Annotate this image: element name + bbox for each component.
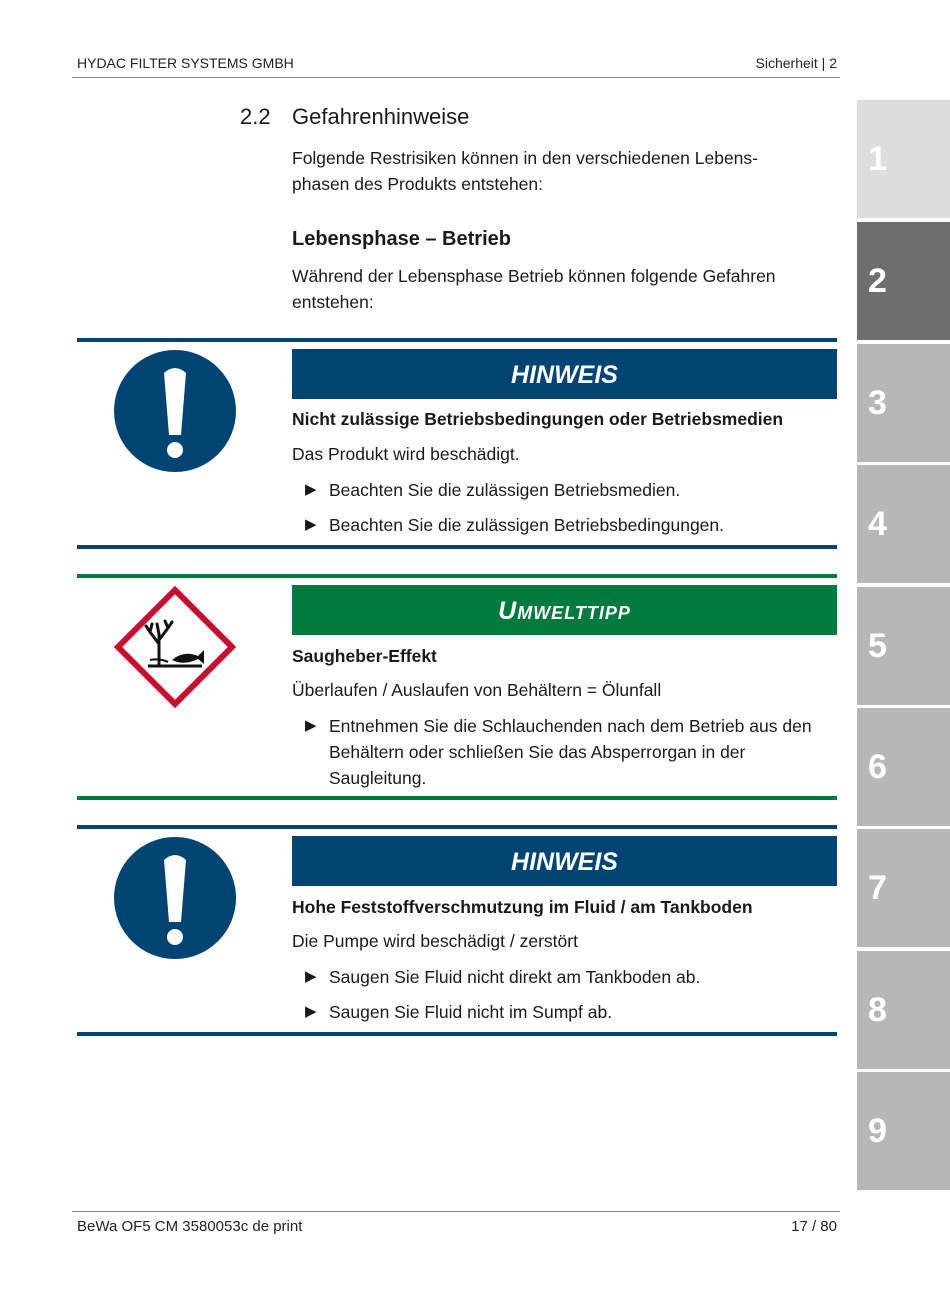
exclamation-icon <box>113 349 237 473</box>
chapter-tab-1[interactable]: 1 <box>857 100 950 218</box>
footer-rule <box>72 1211 840 1212</box>
notice-top-rule <box>77 825 837 829</box>
chapter-tab-9[interactable]: 9 <box>857 1072 950 1190</box>
chapter-tab-4[interactable]: 4 <box>857 465 950 583</box>
notice-bottom-rule <box>77 545 837 549</box>
bullet-arrow-icon: ▶ <box>305 717 317 734</box>
notice-text: Die Pumpe wird beschädigt / zerstört <box>292 931 578 951</box>
footer-page: 17 / 80 <box>791 1218 837 1235</box>
notice-banner-hinweis: HINWEIS <box>292 349 837 399</box>
notice-bullet: ▶ Saugen Sie Fluid nicht direkt am Tankboden ab. <box>305 964 840 990</box>
header-section: Sicherheit | 2 <box>755 55 837 71</box>
notice-top-rule <box>77 574 837 578</box>
header-company: HYDAC FILTER SYSTEMS GMBH <box>77 55 294 71</box>
header-rule <box>72 77 840 78</box>
chapter-tab-5[interactable]: 5 <box>857 587 950 705</box>
section-number: 2.2 <box>240 104 271 129</box>
notice-bullet: ▶ Beachten Sie die zulässigen Betriebsmedien. <box>305 477 840 503</box>
chapter-tab-6[interactable]: 6 <box>857 708 950 826</box>
notice-title: Nicht zulässige Betriebsbedingungen oder Betriebsmedien <box>292 409 784 429</box>
notice-banner-hinweis: HINWEIS <box>292 836 837 886</box>
exclamation-icon <box>113 836 237 960</box>
chapter-tab-7[interactable]: 7 <box>857 829 950 947</box>
notice-bullet: ▶ Saugen Sie Fluid nicht im Sumpf ab. <box>305 999 840 1025</box>
notice-bullet: ▶ Beachten Sie die zulässigen Betriebsbedingungen. <box>305 512 840 538</box>
chapter-tab-2[interactable]: 2 <box>857 222 950 340</box>
section-intro: Folgende Restrisiken können in den verschiedenen Lebens- phasen des Produkts entstehen: <box>292 148 758 194</box>
notice-bullet: ▶ Entnehmen Sie die Schlauchenden nach dem Betrieb aus den Behältern oder schließen Sie das Absperrorgan in der Saugleitung. <box>305 713 840 791</box>
bullet-arrow-icon: ▶ <box>305 968 317 985</box>
notice-bottom-rule <box>77 1032 837 1036</box>
notice-title: Saugheber-Effekt <box>292 646 437 666</box>
subheading-text: Während der Lebensphase Betrieb können folgende Gefahren entstehen: <box>292 266 776 312</box>
environment-hazard-icon <box>114 586 236 708</box>
notice-banner-umwelttipp: Umwelttipp <box>292 585 837 635</box>
notice-bottom-rule <box>77 796 837 800</box>
notice-top-rule <box>77 338 837 342</box>
chapter-tab-8[interactable]: 8 <box>857 951 950 1069</box>
bullet-arrow-icon: ▶ <box>305 481 317 498</box>
notice-title: Hohe Feststoffverschmutzung im Fluid / am Tankboden <box>292 897 753 917</box>
chapter-tab-3[interactable]: 3 <box>857 344 950 462</box>
bullet-arrow-icon: ▶ <box>305 516 317 533</box>
footer-document: BeWa OF5 CM 3580053c de print <box>77 1218 303 1235</box>
section-title: Gefahrenhinweise <box>292 104 470 129</box>
notice-text: Überlaufen / Auslaufen von Behältern = Ölunfall <box>292 680 662 700</box>
bullet-arrow-icon: ▶ <box>305 1003 317 1020</box>
subheading: Lebensphase – Betrieb <box>292 228 511 250</box>
notice-text: Das Produkt wird beschädigt. <box>292 444 520 464</box>
